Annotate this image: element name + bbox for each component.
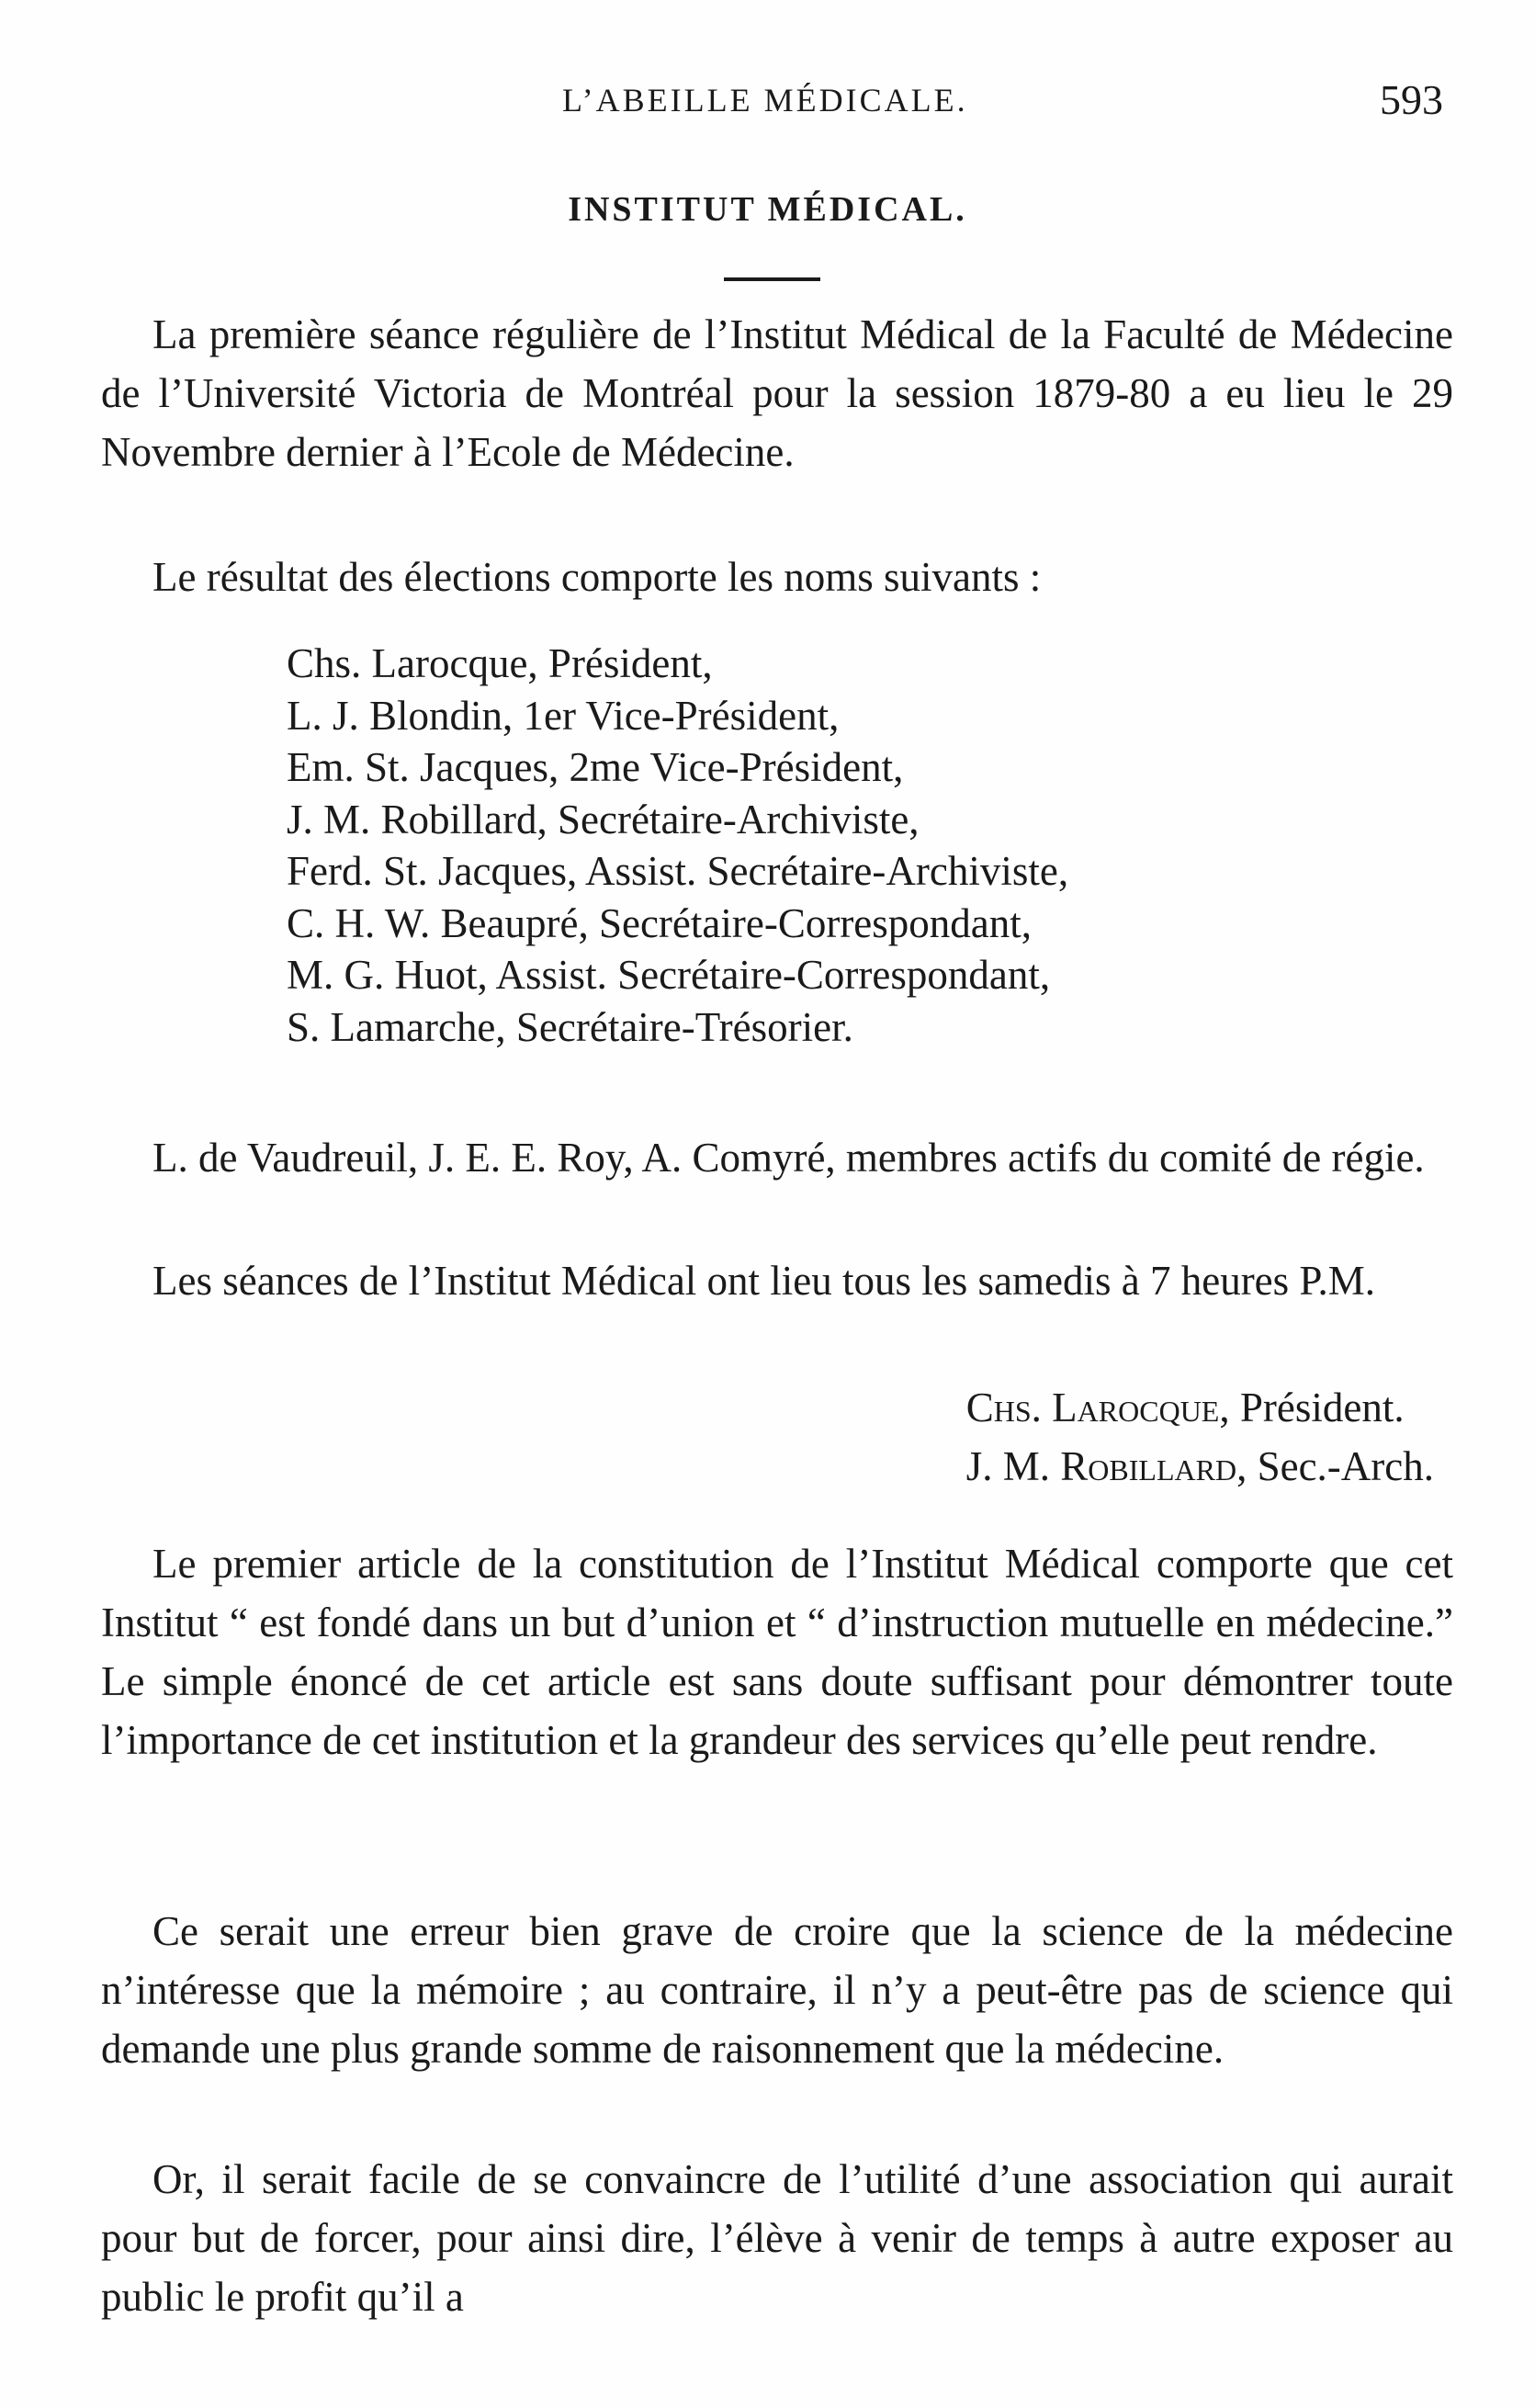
running-title: L’ABEILLE MÉDICALE. <box>562 82 968 119</box>
paragraph-regie-text: L. de Vaudreuil, J. E. E. Roy, A. Comyré, membres actifs du comité de régie. <box>152 1135 1425 1181</box>
paragraph-erreur-text: Ce serait une erreur bien grave de croire que la science de la médecine n’intéresse que la mémoire ; au contraire, il n’y a peut-être pas de science qui demande une plus grande somme de raisonnement que la médecine. <box>101 1908 1453 2072</box>
signature-name: Chs. Larocque <box>965 1385 1220 1430</box>
paragraph-article <box>101 1534 1453 1769</box>
signature-role: , Président. <box>1219 1385 1405 1430</box>
paragraph-results-text: Le résultat des élections comporte les noms suivants : <box>152 554 1042 600</box>
paragraph-results <box>101 548 1453 606</box>
member-item: Em. St. Jacques, 2me Vice-Président, <box>287 744 904 790</box>
member-item: Ferd. St. Jacques, Assist. Secrétaire-Archiviste, <box>287 848 1069 894</box>
paragraph-intro <box>101 305 1453 481</box>
member-item: M. G. Huot, Assist. Secrétaire-Correspondant, <box>287 952 1051 998</box>
paragraph-association-text: Or, il serait facile de se convaincre de l’utilité d’une association qui aurait pour but de forcer, pour ainsi dire, l’élève à venir de temps à autre exposer au public le profit qu’il a <box>101 2156 1453 2320</box>
member-item: J. M. Robillard, Secrétaire-Archiviste, <box>287 796 920 842</box>
signature-role: , Sec.-Arch. <box>1236 1443 1434 1489</box>
members-list <box>287 638 1426 1053</box>
title-rule <box>724 277 820 281</box>
signature-line <box>966 1378 1434 1437</box>
page-number: 593 <box>1380 76 1443 123</box>
paragraph-article-text: Le premier article de la constitution de l’Institut Médical comporte que cet Institut “ est fondé dans un but d’union et “ d’instruction mutuelle en médecine.” Le simple énoncé de cet article est sans doute suffisant pour démontrer toute l’importance de cet institution et la grandeur des services qu’elle peut rendre. <box>101 1541 1453 1763</box>
paragraph-seances-text: Les séances de l’Institut Médical ont lieu tous les samedis à 7 heures P.M. <box>152 1258 1375 1304</box>
paragraph-erreur <box>101 1902 1453 2078</box>
paragraph-association <box>101 2150 1453 2326</box>
paragraph-regie <box>101 1128 1453 1187</box>
signature-name: J. M. Robillard <box>965 1443 1237 1489</box>
member-item: Chs. Larocque, Président, <box>287 640 713 686</box>
signature-block <box>966 1378 1434 1496</box>
member-item: C. H. W. Beaupré, Secrétaire-Correspondant, <box>287 899 1033 946</box>
signature-line <box>966 1437 1434 1496</box>
paragraph-intro-text: La première séance régulière de l’Institut Médical de la Faculté de Médecine de l’Université Victoria de Montréal pour la session 1879-80 a eu lieu le 29 Novembre dernier à l’Ecole de Médecine. <box>101 311 1453 475</box>
member-item: S. Lamarche, Secrétaire-Trésorier. <box>287 1003 853 1050</box>
running-head <box>0 76 1535 136</box>
paragraph-seances <box>101 1251 1453 1310</box>
section-title: INSTITUT MÉDICAL. <box>568 190 967 229</box>
member-item: L. J. Blondin, 1er Vice-Président, <box>287 692 840 739</box>
